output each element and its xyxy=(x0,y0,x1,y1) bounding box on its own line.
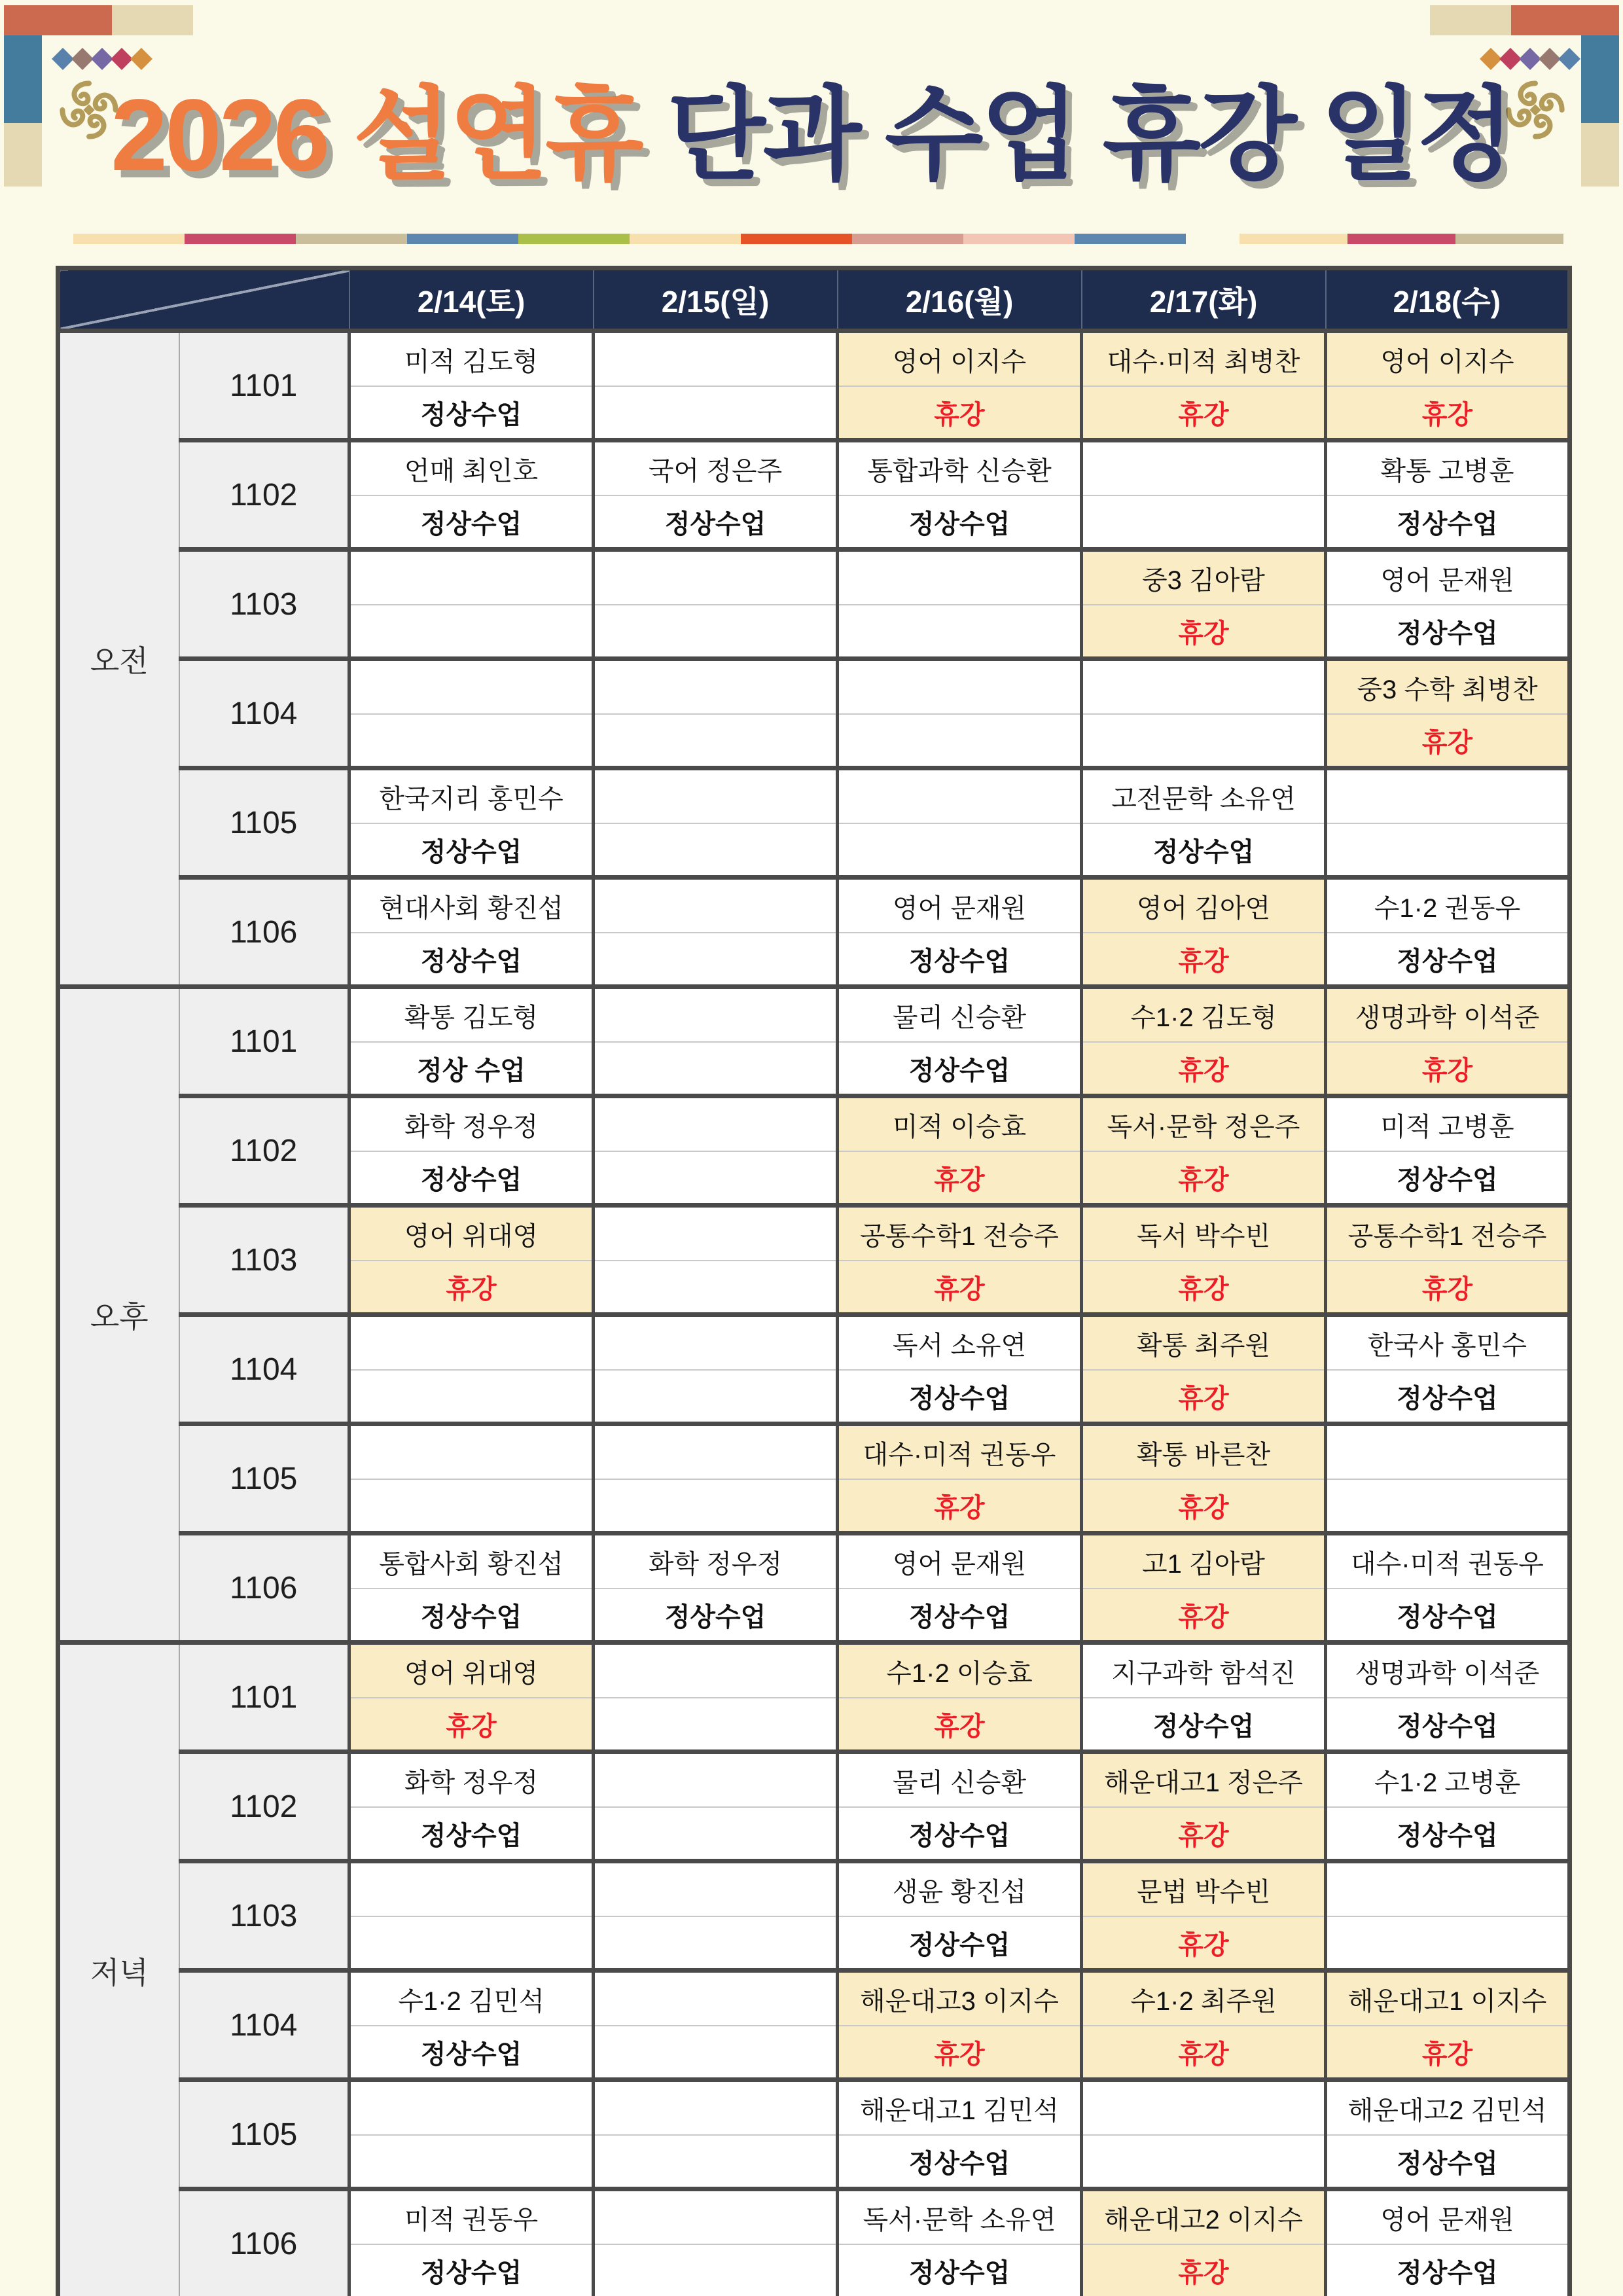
patch-red-strip xyxy=(4,5,112,35)
room-cell: 1101 xyxy=(179,987,349,1096)
class-name-cell: 영어 이지수 xyxy=(1326,331,1570,387)
class-name-cell: 한국지리 홍민수 xyxy=(349,768,594,824)
class-name-cell: 문법 박수빈 xyxy=(1082,1861,1326,1917)
title-year-highlight: 2026 설연휴 xyxy=(111,79,641,192)
diamond-icon xyxy=(1539,48,1561,70)
class-status-cell: 정상수업 xyxy=(838,933,1082,987)
class-name-cell: 통합사회 황진섭 xyxy=(349,1534,594,1589)
class-name-cell: 수1·2 고병훈 xyxy=(1326,1752,1570,1808)
class-status-cell xyxy=(594,1698,838,1752)
diamond-icon xyxy=(1519,48,1541,70)
class-status-cell xyxy=(594,1151,838,1206)
class-status-cell: 정상수업 xyxy=(1326,1370,1570,1424)
class-name-cell: 독서 박수빈 xyxy=(1082,1206,1326,1261)
class-name-cell xyxy=(594,1752,838,1808)
class-status-cell xyxy=(1326,1479,1570,1534)
class-status-cell xyxy=(594,1916,838,1971)
room-name-row xyxy=(58,1424,1570,1480)
class-status-cell: 휴강 xyxy=(1326,1042,1570,1096)
room-cell: 1102 xyxy=(179,440,349,550)
class-name-cell: 독서 소유연 xyxy=(838,1315,1082,1371)
schedule-table xyxy=(56,266,1572,2296)
class-status-cell: 휴강 xyxy=(1326,2026,1570,2080)
strip-segment xyxy=(963,234,1075,244)
class-name-cell xyxy=(594,1206,838,1261)
class-status-cell: 정상수업 xyxy=(1326,2135,1570,2189)
class-status-cell xyxy=(349,1479,594,1534)
class-status-cell: 휴강 xyxy=(349,1698,594,1752)
strip-segment xyxy=(1240,234,1347,244)
class-name-cell xyxy=(349,1424,594,1480)
class-name-cell: 수1·2 김도형 xyxy=(1082,987,1326,1043)
room-cell: 1103 xyxy=(179,550,349,659)
schedule-body xyxy=(58,331,1570,2296)
class-name-cell: 현대사회 황진섭 xyxy=(349,878,594,933)
day-header: 2/16(월) xyxy=(838,268,1082,331)
class-status-cell: 정상수업 xyxy=(838,2244,1082,2296)
room-cell: 1101 xyxy=(179,1643,349,1752)
class-status-cell: 정상수업 xyxy=(838,1042,1082,1096)
strip-segment xyxy=(296,234,407,244)
corner-cell xyxy=(58,268,349,331)
class-name-cell: 대수·미적 권동우 xyxy=(838,1424,1082,1480)
class-name-cell xyxy=(594,768,838,824)
class-status-cell xyxy=(1082,714,1326,768)
room-cell: 1104 xyxy=(179,659,349,768)
period-cell: 오후 xyxy=(58,987,179,1643)
strip-gap xyxy=(1186,234,1240,244)
class-status-cell xyxy=(1326,823,1570,878)
class-name-cell: 미적 권동우 xyxy=(349,2189,594,2245)
class-name-cell xyxy=(1326,1861,1570,1917)
class-status-cell xyxy=(594,605,838,659)
class-status-cell xyxy=(838,605,1082,659)
class-name-cell xyxy=(349,2080,594,2136)
patch-beige-strip xyxy=(1430,5,1511,35)
room-name-row xyxy=(58,1971,1570,2026)
room-name-row xyxy=(58,1206,1570,1261)
strip-segment xyxy=(852,234,963,244)
room-name-row xyxy=(58,1315,1570,1371)
room-cell: 1105 xyxy=(179,768,349,878)
class-status-cell: 휴강 xyxy=(1082,1370,1326,1424)
class-name-cell: 확통 고병훈 xyxy=(1326,440,1570,496)
class-status-cell: 휴강 xyxy=(1082,2026,1326,2080)
class-status-cell: 정상수업 xyxy=(349,386,594,440)
class-name-cell: 화학 정우정 xyxy=(594,1534,838,1589)
class-status-cell: 휴강 xyxy=(838,1698,1082,1752)
room-name-row xyxy=(58,987,1570,1043)
class-name-cell xyxy=(594,1424,838,1480)
class-status-cell xyxy=(1326,1916,1570,1971)
patch-red-strip xyxy=(1511,5,1619,35)
class-status-cell: 정상수업 xyxy=(1326,933,1570,987)
class-status-cell: 휴강 xyxy=(1082,1261,1326,1315)
class-name-cell: 언매 최인호 xyxy=(349,440,594,496)
class-status-cell: 정상수업 xyxy=(1326,2244,1570,2296)
class-status-cell: 휴강 xyxy=(1082,933,1326,987)
class-status-cell: 휴강 xyxy=(1326,1261,1570,1315)
class-status-cell: 정상수업 xyxy=(838,1370,1082,1424)
class-name-cell: 미적 김도형 xyxy=(349,331,594,387)
room-cell: 1106 xyxy=(179,1534,349,1643)
diamond-icon xyxy=(91,48,113,70)
class-name-cell: 물리 신승환 xyxy=(838,1752,1082,1808)
title-main-text: 단과 수업 휴강 일정 xyxy=(641,79,1512,192)
class-status-cell: 정상수업 xyxy=(1326,1151,1570,1206)
class-status-cell xyxy=(349,1916,594,1971)
strip-segment xyxy=(1347,234,1455,244)
class-name-cell xyxy=(594,878,838,933)
class-name-cell: 화학 정우정 xyxy=(349,1096,594,1152)
class-name-cell: 영어 문재원 xyxy=(838,878,1082,933)
class-name-cell xyxy=(1082,659,1326,715)
class-status-cell: 정상수업 xyxy=(838,1588,1082,1643)
period-cell: 저녁 xyxy=(58,1643,179,2296)
class-status-cell: 휴강 xyxy=(1082,1916,1326,1971)
class-name-cell: 수1·2 권동우 xyxy=(1326,878,1570,933)
class-name-cell: 확통 김도형 xyxy=(349,987,594,1043)
class-name-cell: 수1·2 최주원 xyxy=(1082,1971,1326,2026)
class-name-cell xyxy=(349,1315,594,1371)
class-name-cell: 확통 최주원 xyxy=(1082,1315,1326,1371)
strip-segment xyxy=(73,234,185,244)
class-name-cell xyxy=(594,1315,838,1371)
class-name-cell: 영어 문재원 xyxy=(838,1534,1082,1589)
class-status-cell: 정상수업 xyxy=(1326,1588,1570,1643)
class-name-cell: 수1·2 이승효 xyxy=(838,1643,1082,1698)
room-cell: 1101 xyxy=(179,331,349,440)
class-name-cell: 미적 고병훈 xyxy=(1326,1096,1570,1152)
class-status-cell xyxy=(594,1042,838,1096)
class-status-cell xyxy=(594,714,838,768)
class-name-cell: 영어 위대영 xyxy=(349,1643,594,1698)
class-name-cell: 해운대고1 정은주 xyxy=(1082,1752,1326,1808)
class-name-cell: 영어 위대영 xyxy=(349,1206,594,1261)
class-status-cell: 정상수업 xyxy=(838,1916,1082,1971)
class-status-cell xyxy=(594,2026,838,2080)
class-name-cell: 해운대고1 이지수 xyxy=(1326,1971,1570,2026)
class-status-cell: 정상수업 xyxy=(349,823,594,878)
class-name-cell: 독서·문학 정은주 xyxy=(1082,1096,1326,1152)
diamond-icon xyxy=(1499,48,1522,70)
strip-segment xyxy=(1455,234,1563,244)
day-header: 2/17(화) xyxy=(1082,268,1326,331)
diamond-icon xyxy=(1480,48,1502,70)
class-name-cell xyxy=(594,1861,838,1917)
class-status-cell: 휴강 xyxy=(1326,386,1570,440)
class-status-cell xyxy=(594,2244,838,2296)
class-status-cell: 휴강 xyxy=(838,1151,1082,1206)
class-name-cell: 미적 이승효 xyxy=(838,1096,1082,1152)
class-status-cell: 휴강 xyxy=(838,2026,1082,2080)
strip-segment xyxy=(741,234,852,244)
class-status-cell xyxy=(594,933,838,987)
class-status-cell: 휴강 xyxy=(1082,1588,1326,1643)
class-name-cell: 물리 신승환 xyxy=(838,987,1082,1043)
class-status-cell xyxy=(594,1261,838,1315)
class-name-cell xyxy=(594,659,838,715)
class-name-cell: 해운대고3 이지수 xyxy=(838,1971,1082,2026)
class-name-cell: 생명과학 이석준 xyxy=(1326,1643,1570,1698)
room-name-row xyxy=(58,550,1570,605)
class-status-cell: 휴강 xyxy=(349,1261,594,1315)
strip-segment xyxy=(407,234,518,244)
class-name-cell xyxy=(594,1971,838,2026)
class-name-cell: 독서·문학 소유연 xyxy=(838,2189,1082,2245)
class-name-cell xyxy=(594,1643,838,1698)
class-status-cell: 정상수업 xyxy=(594,495,838,550)
class-name-cell xyxy=(838,768,1082,824)
class-name-cell: 생명과학 이석준 xyxy=(1326,987,1570,1043)
class-name-cell xyxy=(1082,2080,1326,2136)
class-status-cell: 휴강 xyxy=(1082,2244,1326,2296)
room-name-row xyxy=(58,1534,1570,1589)
class-status-cell: 정상수업 xyxy=(838,2135,1082,2189)
class-status-cell xyxy=(594,1370,838,1424)
class-status-cell xyxy=(594,1807,838,1861)
class-status-cell: 휴강 xyxy=(1082,1151,1326,1206)
class-status-cell xyxy=(349,1370,594,1424)
class-name-cell xyxy=(349,1861,594,1917)
class-name-cell: 통합과학 신승환 xyxy=(838,440,1082,496)
class-status-cell xyxy=(594,1479,838,1534)
strip-segment xyxy=(630,234,741,244)
class-name-cell: 영어 김아연 xyxy=(1082,878,1326,933)
class-status-cell xyxy=(1082,495,1326,550)
class-name-cell: 수1·2 김민석 xyxy=(349,1971,594,2026)
room-cell: 1105 xyxy=(179,1424,349,1534)
class-status-cell: 휴강 xyxy=(1082,605,1326,659)
class-status-cell xyxy=(594,823,838,878)
class-name-cell: 생윤 황진섭 xyxy=(838,1861,1082,1917)
class-name-cell xyxy=(1326,1424,1570,1480)
class-status-cell xyxy=(838,823,1082,878)
room-cell: 1104 xyxy=(179,1971,349,2080)
class-status-cell: 정상수업 xyxy=(349,2026,594,2080)
color-strip xyxy=(73,234,1563,244)
room-name-row xyxy=(58,768,1570,824)
diamond-icon xyxy=(52,48,74,70)
class-name-cell xyxy=(349,659,594,715)
room-cell: 1103 xyxy=(179,1861,349,1971)
class-name-cell: 공통수학1 전승주 xyxy=(838,1206,1082,1261)
class-name-cell xyxy=(838,659,1082,715)
strip-segment xyxy=(1075,234,1186,244)
class-name-cell xyxy=(1082,440,1326,496)
diamond-icon xyxy=(1558,48,1580,70)
class-status-cell: 정상수업 xyxy=(349,933,594,987)
room-name-row xyxy=(58,440,1570,496)
room-cell: 1102 xyxy=(179,1096,349,1206)
class-name-cell: 영어 문재원 xyxy=(1326,2189,1570,2245)
class-name-cell: 해운대고2 이지수 xyxy=(1082,2189,1326,2245)
class-status-cell: 휴강 xyxy=(838,1261,1082,1315)
class-status-cell xyxy=(838,714,1082,768)
class-status-cell: 휴강 xyxy=(1082,1807,1326,1861)
class-status-cell: 정상수업 xyxy=(349,1151,594,1206)
room-name-row xyxy=(58,2080,1570,2136)
class-name-cell xyxy=(838,550,1082,605)
room-name-row xyxy=(58,1643,1570,1698)
page-title xyxy=(0,77,1623,194)
strip-segment xyxy=(518,234,630,244)
class-name-cell xyxy=(349,550,594,605)
class-status-cell: 휴강 xyxy=(1082,1042,1326,1096)
class-status-cell: 정상수업 xyxy=(1326,1698,1570,1752)
class-name-cell: 중3 김아람 xyxy=(1082,550,1326,605)
class-name-cell: 공통수학1 전승주 xyxy=(1326,1206,1570,1261)
class-name-cell: 해운대고2 김민석 xyxy=(1326,2080,1570,2136)
diamond-icon xyxy=(111,48,133,70)
class-name-cell: 지구과학 함석진 xyxy=(1082,1643,1326,1698)
diamond-icon xyxy=(71,48,94,70)
class-name-cell xyxy=(594,550,838,605)
class-status-cell: 정상수업 xyxy=(1326,605,1570,659)
class-name-cell: 고1 김아람 xyxy=(1082,1534,1326,1589)
day-header: 2/15(일) xyxy=(594,268,838,331)
room-cell: 1102 xyxy=(179,1752,349,1861)
class-name-cell: 중3 수학 최병찬 xyxy=(1326,659,1570,715)
class-name-cell: 확통 바른찬 xyxy=(1082,1424,1326,1480)
class-name-cell: 대수·미적 권동우 xyxy=(1326,1534,1570,1589)
room-name-row xyxy=(58,2189,1570,2245)
room-name-row xyxy=(58,659,1570,715)
class-status-cell: 정상수업 xyxy=(1082,823,1326,878)
class-status-cell: 정상 수업 xyxy=(349,1042,594,1096)
class-name-cell: 고전문학 소유연 xyxy=(1082,768,1326,824)
class-name-cell xyxy=(594,987,838,1043)
class-status-cell: 휴강 xyxy=(1082,386,1326,440)
class-status-cell: 정상수업 xyxy=(1082,1698,1326,1752)
class-status-cell xyxy=(349,605,594,659)
class-status-cell: 정상수업 xyxy=(838,1807,1082,1861)
class-name-cell xyxy=(1326,768,1570,824)
class-status-cell xyxy=(594,386,838,440)
class-status-cell: 정상수업 xyxy=(594,1588,838,1643)
class-status-cell: 정상수업 xyxy=(349,1588,594,1643)
room-cell: 1105 xyxy=(179,2080,349,2189)
class-status-cell: 정상수업 xyxy=(1326,1807,1570,1861)
class-status-cell: 휴강 xyxy=(838,1479,1082,1534)
class-status-cell xyxy=(349,714,594,768)
class-name-cell: 해운대고1 김민석 xyxy=(838,2080,1082,2136)
room-name-row xyxy=(58,878,1570,933)
class-name-cell xyxy=(594,331,838,387)
class-status-cell xyxy=(1082,2135,1326,2189)
class-name-cell: 대수·미적 최병찬 xyxy=(1082,331,1326,387)
class-status-cell: 정상수업 xyxy=(838,495,1082,550)
room-name-row xyxy=(58,1096,1570,1152)
class-status-cell: 정상수업 xyxy=(1326,495,1570,550)
period-cell: 오전 xyxy=(58,331,179,987)
room-name-row xyxy=(58,331,1570,387)
class-name-cell: 영어 이지수 xyxy=(838,331,1082,387)
day-header: 2/14(토) xyxy=(349,268,594,331)
diamond-icon xyxy=(130,48,152,70)
class-name-cell xyxy=(594,2189,838,2245)
class-status-cell: 정상수업 xyxy=(349,495,594,550)
class-status-cell xyxy=(349,2135,594,2189)
class-name-cell: 영어 문재원 xyxy=(1326,550,1570,605)
room-cell: 1106 xyxy=(179,878,349,987)
room-cell: 1103 xyxy=(179,1206,349,1315)
patch-beige-strip xyxy=(112,5,193,35)
room-cell: 1106 xyxy=(179,2189,349,2296)
header-row xyxy=(58,268,1570,331)
class-name-cell xyxy=(594,2080,838,2136)
class-name-cell: 한국사 홍민수 xyxy=(1326,1315,1570,1371)
room-name-row xyxy=(58,1752,1570,1808)
class-status-cell xyxy=(594,2135,838,2189)
class-status-cell: 정상수업 xyxy=(349,1807,594,1861)
class-status-cell: 정상수업 xyxy=(349,2244,594,2296)
room-cell: 1104 xyxy=(179,1315,349,1424)
strip-segment xyxy=(185,234,296,244)
class-name-cell: 화학 정우정 xyxy=(349,1752,594,1808)
day-header: 2/18(수) xyxy=(1326,268,1570,331)
class-status-cell: 휴강 xyxy=(1326,714,1570,768)
class-status-cell: 휴강 xyxy=(1082,1479,1326,1534)
class-status-cell: 휴강 xyxy=(838,386,1082,440)
class-name-cell: 국어 정은주 xyxy=(594,440,838,496)
room-name-row xyxy=(58,1861,1570,1917)
class-name-cell xyxy=(594,1096,838,1152)
